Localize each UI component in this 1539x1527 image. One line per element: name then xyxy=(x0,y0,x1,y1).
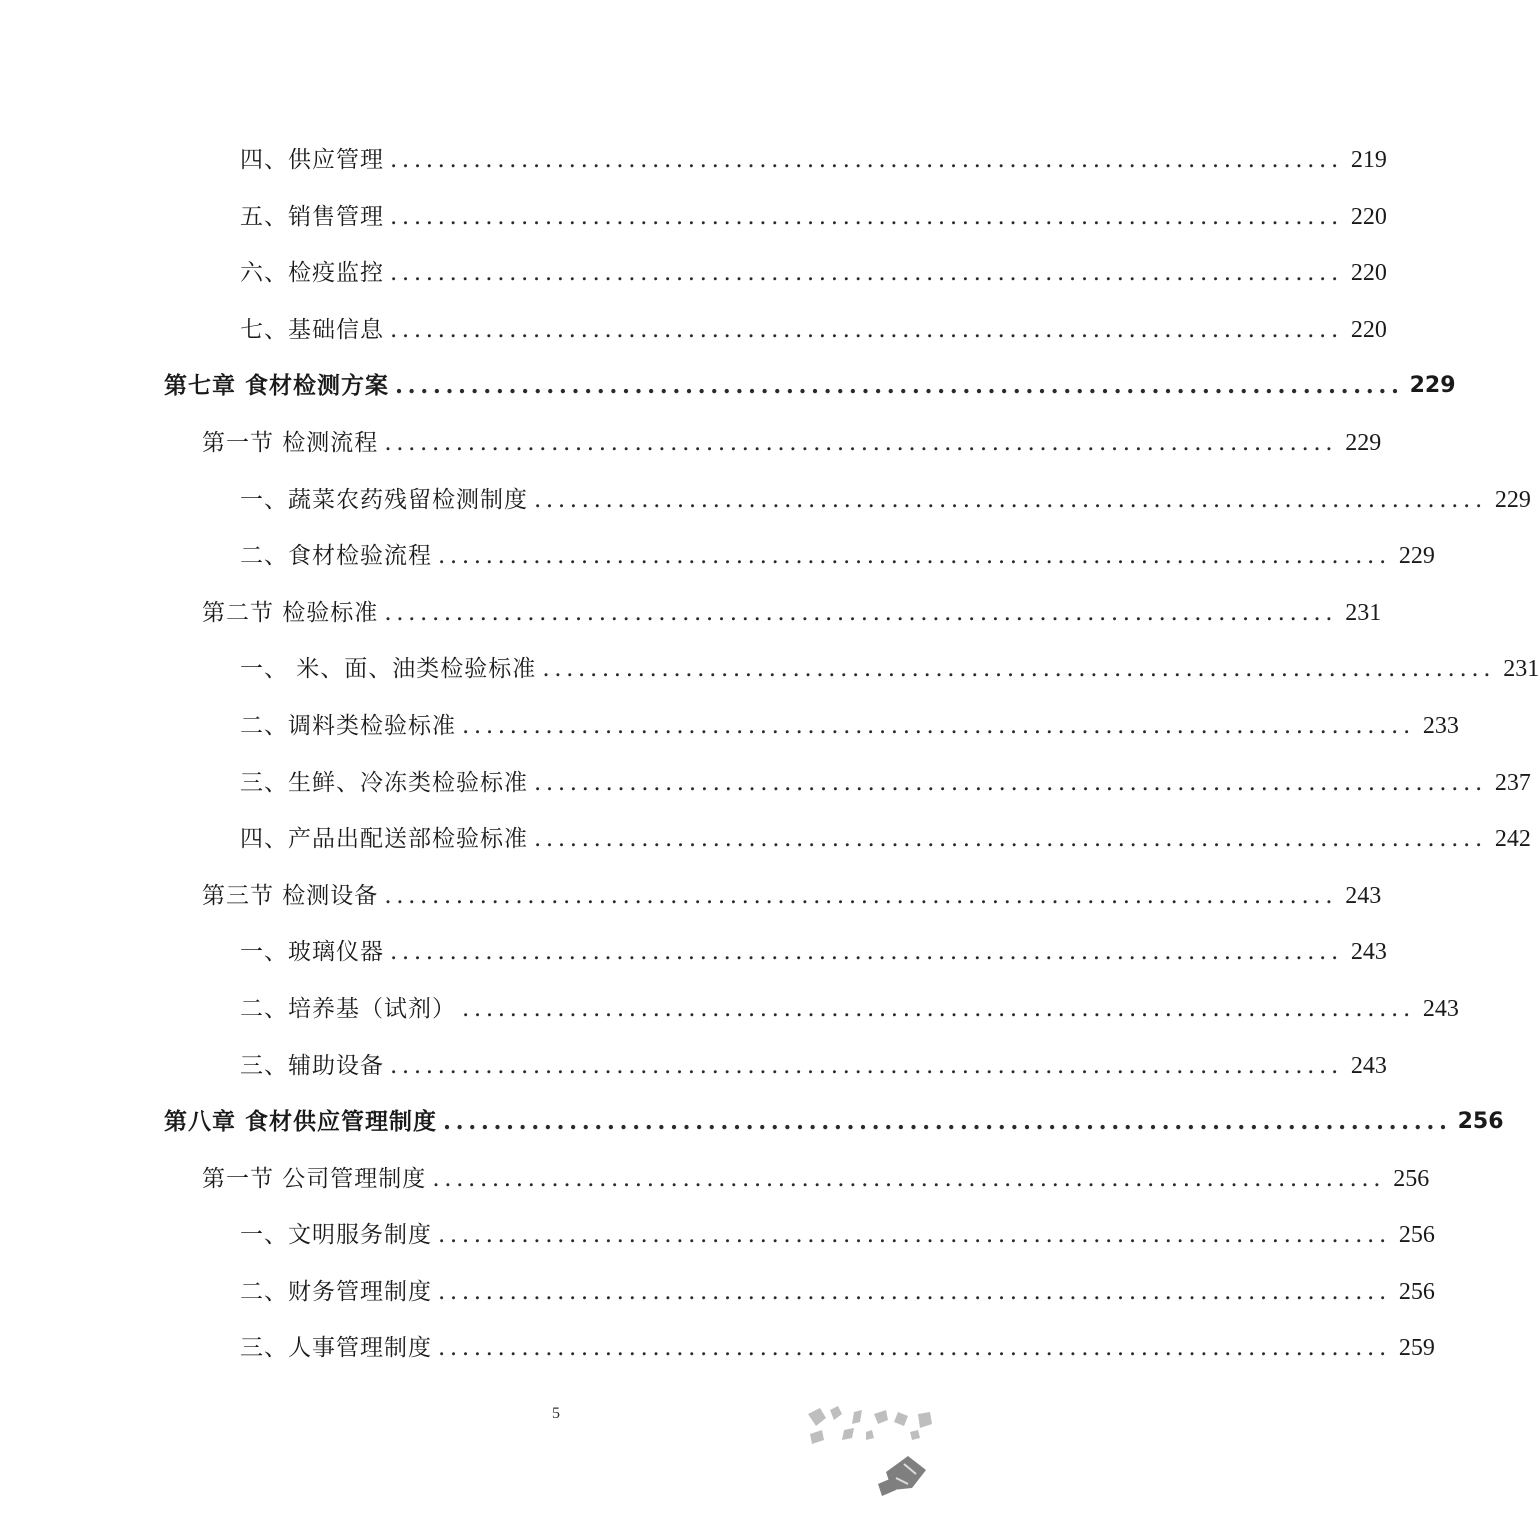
toc-entry-title: 六、检疫监控 xyxy=(240,260,384,287)
toc-entry-title: 二、培养基（试剂） xyxy=(240,995,456,1022)
toc-entry-title: 第一节 检测流程 xyxy=(202,429,379,456)
page-number: 5 xyxy=(552,1405,560,1422)
toc-entry[interactable] xyxy=(0,243,1387,300)
toc-entry-page: 259 xyxy=(1398,1335,1435,1362)
toc-entry-title: 第一节 公司管理制度 xyxy=(202,1165,427,1192)
toc-entry-line xyxy=(240,257,1387,289)
toc-entry-page: 242 xyxy=(1494,826,1531,853)
toc-entry-title: 四、供应管理 xyxy=(240,147,384,173)
toc-entry-line xyxy=(240,1219,1435,1251)
toc-entry-page: 237 xyxy=(1494,769,1531,796)
toc-dot-leader: ................................................................................ xyxy=(390,1052,1343,1079)
toc-entry-page: 243 xyxy=(1350,1052,1387,1079)
toc-entry-line xyxy=(202,597,1382,629)
toc-entry-title: 七、基础信息 xyxy=(240,316,384,343)
toc-entry-title: 二、调料类检验标准 xyxy=(240,712,456,739)
toc-entry[interactable] xyxy=(0,1092,1504,1149)
toc-entry-line xyxy=(240,653,1539,685)
toc-entry-line xyxy=(240,767,1531,799)
toc-entry-line xyxy=(240,540,1435,572)
toc-dot-leader: ................................................................................ xyxy=(438,1222,1391,1249)
toc-entry-page: 243 xyxy=(1350,939,1387,966)
toc-dot-leader: ................................................................................ xyxy=(384,599,1338,626)
toc-dot-leader: ................................................................................ xyxy=(395,372,1404,400)
toc-entry-line xyxy=(202,880,1382,912)
toc-entry[interactable] xyxy=(0,470,1531,527)
toc-entry-line xyxy=(240,936,1387,968)
toc-entry-page: 256 xyxy=(1398,1222,1435,1249)
toc-entry-page: 229 xyxy=(1494,486,1531,513)
stamp-watermark-icon xyxy=(800,1400,950,1505)
toc-entry-page: 233 xyxy=(1422,712,1459,739)
toc-dot-leader: ................................................................................ xyxy=(390,316,1343,343)
toc-entry-title: 第二节 检验标准 xyxy=(202,599,379,626)
toc-entry[interactable] xyxy=(0,187,1387,244)
toc-entry-page: 229 xyxy=(1345,429,1382,456)
toc-dot-leader: ................................................................................ xyxy=(432,1165,1386,1192)
toc-entry-title: 五、销售管理 xyxy=(240,203,384,230)
table-of-contents xyxy=(0,130,1539,1375)
toc-entry[interactable] xyxy=(0,1262,1435,1319)
toc-dot-leader: ................................................................................ xyxy=(438,1335,1391,1362)
toc-dot-leader: ................................................................................ xyxy=(384,429,1338,456)
toc-dot-leader: ................................................................................ xyxy=(534,769,1487,796)
toc-entry-line xyxy=(164,1106,1504,1138)
toc-entry[interactable] xyxy=(0,1149,1430,1206)
toc-entry-title: 第三节 检测设备 xyxy=(202,882,379,909)
toc-entry-page: 243 xyxy=(1422,995,1459,1022)
toc-dot-leader: ................................................................................ xyxy=(534,826,1487,853)
toc-entry-title: 二、食材检验流程 xyxy=(240,543,432,570)
toc-dot-leader: ................................................................................ xyxy=(390,203,1343,230)
toc-entry-title: 一、玻璃仪器 xyxy=(240,939,384,966)
toc-entry-line xyxy=(240,314,1387,346)
toc-entry-title: 四、产品出配送部检验标准 xyxy=(240,826,528,853)
toc-entry-line xyxy=(240,1050,1387,1082)
toc-dot-leader: ................................................................................ xyxy=(534,486,1487,513)
toc-entry-line xyxy=(240,484,1531,516)
toc-entry-line xyxy=(202,1163,1430,1195)
toc-entry-title: 三、人事管理制度 xyxy=(240,1335,432,1362)
toc-dot-leader: ................................................................................ xyxy=(390,147,1343,173)
toc-entry-page: 256 xyxy=(1457,1109,1504,1135)
toc-entry-title: 三、生鲜、冷冻类检验标准 xyxy=(240,769,528,796)
toc-entry-title: 一、蔬菜农药残留检测制度 xyxy=(240,486,528,513)
toc-entry-line xyxy=(240,144,1387,176)
toc-dot-leader: ................................................................................ xyxy=(438,543,1391,570)
toc-entry[interactable] xyxy=(0,753,1531,810)
toc-entry[interactable] xyxy=(0,922,1387,979)
toc-entry[interactable] xyxy=(0,979,1459,1036)
toc-entry-line xyxy=(240,710,1459,742)
toc-dot-leader: ................................................................................ xyxy=(462,712,1415,739)
toc-entry-title: 第八章 食材供应管理制度 xyxy=(164,1108,438,1136)
toc-entry-line xyxy=(202,427,1382,459)
toc-entry-title: 一、文明服务制度 xyxy=(240,1222,432,1249)
toc-entry[interactable] xyxy=(0,526,1435,583)
toc-dot-leader: ................................................................................ xyxy=(443,1108,1452,1136)
toc-entry-page: 220 xyxy=(1350,260,1387,287)
toc-entry-page: 219 xyxy=(1350,147,1387,173)
toc-entry-line xyxy=(240,993,1459,1025)
toc-entry[interactable] xyxy=(0,1036,1387,1093)
toc-entry-title: 第七章 食材检测方案 xyxy=(164,372,390,400)
toc-entry[interactable] xyxy=(0,639,1539,696)
toc-dot-leader: ................................................................................ xyxy=(542,656,1496,683)
toc-entry[interactable] xyxy=(0,866,1382,923)
toc-entry-line xyxy=(164,370,1456,402)
toc-entry-title: 二、财务管理制度 xyxy=(240,1278,432,1305)
toc-entry-page: 229 xyxy=(1398,543,1435,570)
toc-entry-line xyxy=(240,1332,1435,1364)
toc-dot-leader: ................................................................................ xyxy=(384,882,1338,909)
toc-entry-line xyxy=(240,1276,1435,1308)
toc-entry-page: 231 xyxy=(1503,656,1539,683)
toc-dot-leader: ................................................................................ xyxy=(390,939,1343,966)
toc-entry-page: 256 xyxy=(1393,1165,1430,1192)
toc-entry[interactable] xyxy=(0,1318,1435,1375)
toc-entry-line xyxy=(240,201,1387,233)
toc-entry-title: 一、 米、面、油类检验标准 xyxy=(240,656,537,683)
toc-entry-page: 243 xyxy=(1345,882,1382,909)
toc-entry-line xyxy=(240,823,1531,855)
toc-entry[interactable] xyxy=(0,696,1459,753)
toc-entry[interactable] xyxy=(0,413,1382,470)
toc-entry[interactable] xyxy=(0,1205,1435,1262)
toc-entry-page: 220 xyxy=(1350,203,1387,230)
toc-entry-page: 220 xyxy=(1350,316,1387,343)
toc-entry-page: 256 xyxy=(1398,1278,1435,1305)
toc-entry[interactable] xyxy=(0,356,1456,413)
toc-entry[interactable] xyxy=(0,130,1387,187)
toc-dot-leader: ................................................................................ xyxy=(438,1278,1391,1305)
toc-entry-title: 三、辅助设备 xyxy=(240,1052,384,1079)
toc-entry-page: 229 xyxy=(1409,373,1456,399)
toc-entry[interactable] xyxy=(0,809,1531,866)
toc-entry-page: 231 xyxy=(1345,599,1382,626)
toc-dot-leader: ................................................................................ xyxy=(390,260,1343,287)
toc-dot-leader: ................................................................................ xyxy=(462,995,1415,1022)
toc-entry[interactable] xyxy=(0,583,1382,640)
toc-entry[interactable] xyxy=(0,300,1387,357)
